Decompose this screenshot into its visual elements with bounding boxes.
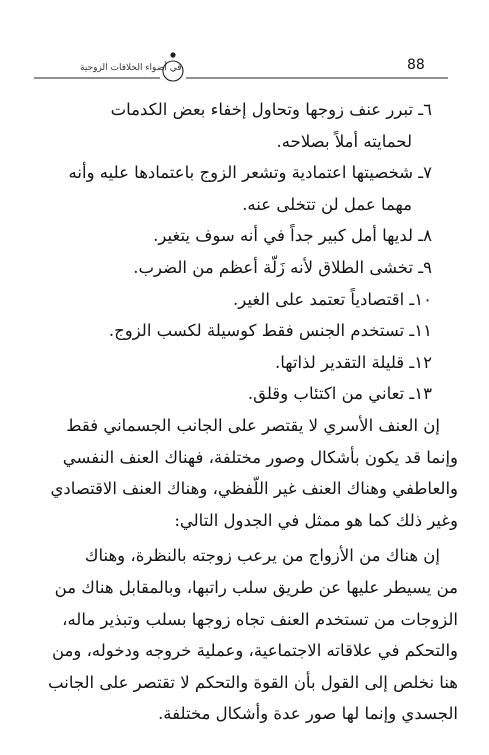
running-header (0, 0, 489, 90)
paragraph-2-line-2: من يسيطر عليها عن طريق سلب راتبها، وبالمقابل هناك من (54, 577, 458, 597)
list-item-7: ٧ـ شخصيتها اعتمادية وتشعر الزوج باعتمادها عليه وأنه (68, 163, 432, 183)
list-item-12: ١٢ـ قليلة التقدير لذاتها. (275, 352, 432, 372)
paragraph-1-line-1: إن العنف الأسري لا يقتصر على الجانب الجسماني فقط (66, 415, 440, 435)
list-item-7-cont: مهما عمل لن تتخلى عنه. (242, 194, 412, 214)
list-item-9: ٩ـ تخشى الطلاق لأنه زَلّة أعظم من الضرب. (133, 257, 432, 277)
paragraph-1-line-4: وغير ذلك كما هو ممثل في الجدول التالي: (174, 510, 458, 530)
paragraph-1-line-2: وإنما قد يكون بأشكال وصور مختلفة، فهناك العنف النفسي (62, 447, 458, 467)
page-body (38, 94, 458, 730)
running-title: في أضواء الخلافات الزوجية (80, 63, 182, 73)
paragraph-2-line-3: الزوجات من تستخدم العنف تجاه زوجها بسلب وتبذير ماله، (62, 609, 458, 629)
paragraph-2-line-4: والتحكم في علاقاته الاجتماعية، وعملية خروجه ودخوله، ومن (52, 641, 458, 661)
paragraph-2-line-6: الجسدي وإنما لها صور عدة وأشكال مختلفة. (158, 704, 458, 724)
list-item-13: ١٣ـ تعاني من اكتئاب وقلق. (247, 384, 432, 404)
list-item-6: ٦ـ تبرر عنف زوجها وتحاول إخفاء بعض الكدمات (110, 100, 432, 119)
list-item-6-cont: لحمايته أملاً بصلاحه. (276, 131, 412, 151)
paragraph-1-line-3: والعاطفي وهناك العنف غير اللّفظي، وهناك العنف الاقتصادي (50, 479, 458, 499)
page-number: 88 (407, 57, 425, 73)
list-item-10: ١٠ـ اقتصادياً تعتمد على الغير. (233, 289, 432, 309)
header-rule-ornament (0, 0, 489, 90)
list-item-8: ٨ـ لديها أمل كبير جداً في أنه سوف يتغير. (153, 226, 432, 246)
list-item-11: ١١ـ تستخدم الجنس فقط كوسيلة لكسب الزوج. (108, 321, 432, 341)
paragraph-2-line-1: إن هناك من الأزواج من يرعب زوجته بالنظرة، وهناك (84, 546, 440, 566)
paragraph-2-line-5: هنا نخلص إلى القول بأن القوة والتحكم لا تقتصر على الجانب (48, 672, 458, 692)
